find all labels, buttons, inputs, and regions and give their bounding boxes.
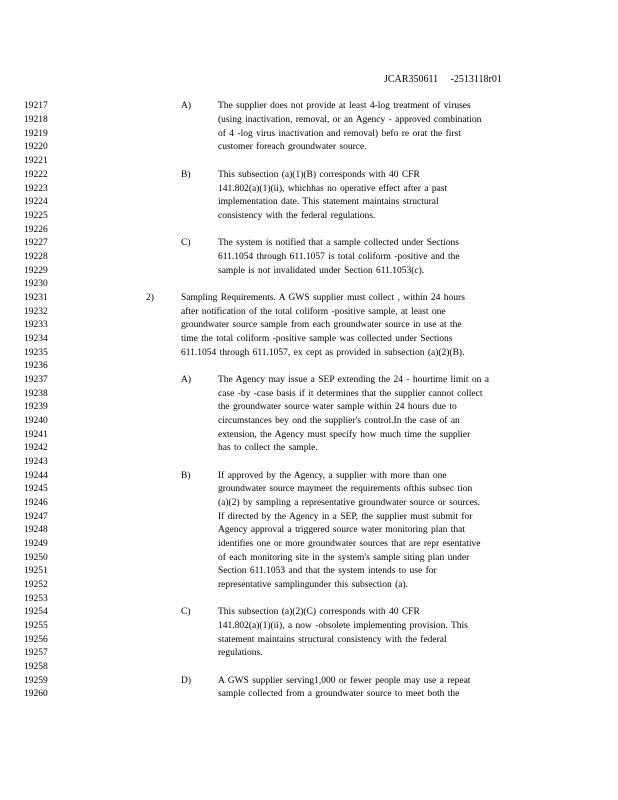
item-marker: 2) — [146, 293, 154, 303]
item-marker: C) — [181, 607, 191, 617]
text-line: This subsection (a)(2)(C) corresponds with 40 CFR — [218, 607, 420, 617]
line-number: 19229 — [24, 266, 48, 276]
line-number: 19218 — [24, 115, 48, 125]
line-number: 19257 — [24, 648, 48, 658]
text-line: groundwater source sample from each groundwater source in use at the — [181, 320, 462, 330]
item-marker: B) — [181, 170, 191, 180]
line-number: 19224 — [24, 197, 48, 207]
line-number: 19220 — [24, 142, 48, 152]
text-line: 141.802(a)(1)(ii), whichhas no operative effect after a past — [218, 184, 448, 194]
text-line: The supplier does not provide at least 4-log treatment of viruses — [218, 101, 471, 111]
text-line: extension, the Agency must specify how much time the supplier — [218, 430, 471, 440]
line-number: 19235 — [24, 348, 48, 358]
line-number: 19239 — [24, 402, 48, 412]
line-number: 19236 — [24, 361, 48, 371]
line-number: 19250 — [24, 553, 48, 563]
text-line: 611.1054 through 611.1057, ex cept as provided in subsection (a)(2)(B). — [181, 348, 465, 358]
line-number: 19258 — [24, 662, 48, 672]
line-number: 19237 — [24, 375, 48, 385]
line-number: 19248 — [24, 525, 48, 535]
line-number: 19240 — [24, 416, 48, 426]
text-line: of 4 -log virus inactivation and removal) befo re orat the first — [218, 129, 461, 139]
item-marker: A) — [181, 375, 192, 385]
text-line: 141.802(a)(1)(ii), a now -obsolete implementing provision. This — [218, 621, 468, 631]
line-number: 19259 — [24, 676, 48, 686]
text-line: implementation date. This statement maintains structural — [218, 197, 439, 207]
text-line: Section 611.1053 and that the system intends to use for — [218, 566, 437, 576]
item-marker: A) — [181, 101, 192, 111]
text-line: after notification of the total coliform -positive sample, at least one — [181, 307, 446, 317]
text-line: case -by -case basis if it determines that the supplier cannot collect — [218, 389, 483, 399]
line-number: 19260 — [24, 689, 48, 699]
line-number: 19256 — [24, 635, 48, 645]
text-line: statement maintains structural consistency with the federal — [218, 635, 447, 645]
line-number: 19228 — [24, 252, 48, 262]
line-number: 19238 — [24, 389, 48, 399]
text-line: If approved by the Agency, a supplier with more than one — [218, 471, 447, 481]
line-number: 19244 — [24, 471, 48, 481]
text-line: customer foreach groundwater source. — [218, 142, 367, 152]
line-number: 19246 — [24, 498, 48, 508]
line-number: 19231 — [24, 293, 48, 303]
line-number: 19242 — [24, 443, 48, 453]
line-number: 19249 — [24, 539, 48, 549]
line-number: 19226 — [24, 225, 48, 235]
text-line: identifies one or more groundwater sources that are repr esentative — [218, 539, 481, 549]
line-number: 19219 — [24, 129, 48, 139]
line-number: 19247 — [24, 512, 48, 522]
line-number: 19241 — [24, 430, 48, 440]
line-number: 19254 — [24, 607, 48, 617]
text-line: sample collected from a groundwater source to meet both the — [218, 689, 460, 699]
text-line: If directed by the Agency in a SEP, the supplier must submit for — [218, 512, 473, 522]
text-line: The system is notified that a sample collected under Sections — [218, 238, 459, 248]
document-revision: -2513118r01 — [450, 74, 502, 85]
text-line: representative samplingunder this subsection (a). — [218, 580, 408, 590]
document-header — [384, 74, 502, 85]
text-line: sample is not invalidated under Section 611.1053(c). — [218, 266, 425, 276]
text-line: the groundwater source water sample within 24 hours due to — [218, 402, 457, 412]
text-line: regulations. — [218, 648, 263, 658]
text-line: consistency with the federal regulations. — [218, 211, 376, 221]
text-line: This subsection (a)(1)(B) corresponds with 40 CFR — [218, 170, 420, 180]
line-number: 19221 — [24, 156, 48, 166]
text-line: has to collect the sample. — [218, 443, 318, 453]
line-number: 19255 — [24, 621, 48, 631]
line-number: 19227 — [24, 238, 48, 248]
line-number: 19222 — [24, 170, 48, 180]
text-line: A GWS supplier serving1,000 or fewer people may use a repeat — [218, 676, 471, 686]
item-marker: B) — [181, 471, 191, 481]
text-line: 611.1054 through 611.1057 is total coliform -positive and the — [218, 252, 460, 262]
item-marker: D) — [181, 676, 192, 686]
document-id: JCAR350611 — [384, 74, 439, 85]
line-number: 19223 — [24, 184, 48, 194]
text-line: time the total coliform -positive sample was collected under Sections — [181, 334, 453, 344]
text-line: (a)(2) by sampling a representative groundwater source or sources. — [218, 498, 481, 508]
text-line: Sampling Requirements. A GWS supplier must collect , within 24 hours — [181, 293, 465, 303]
line-number: 19253 — [24, 594, 48, 604]
text-line: The Agency may issue a SEP extending the 24 - hourtime limit on a — [218, 375, 489, 385]
line-number: 19251 — [24, 566, 48, 576]
line-number: 19217 — [24, 101, 48, 111]
line-number: 19225 — [24, 211, 48, 221]
text-line: circumstances bey ond the supplier's control.In the case of an — [218, 416, 460, 426]
text-line: Agency approval a triggered source water monitoring plan that — [218, 525, 465, 535]
line-number: 19230 — [24, 279, 48, 289]
line-number: 19252 — [24, 580, 48, 590]
line-number: 19233 — [24, 320, 48, 330]
item-marker: C) — [181, 238, 191, 248]
line-number: 19234 — [24, 334, 48, 344]
line-number: 19245 — [24, 484, 48, 494]
line-number: 19243 — [24, 457, 48, 467]
text-line: groundwater source maymeet the requirements ofthis subsec tion — [218, 484, 473, 494]
line-number: 19232 — [24, 307, 48, 317]
text-line: (using inactivation, removal, or an Agency - approved combination — [218, 115, 482, 125]
text-line: of each monitoring site in the system's sample siting plan under — [218, 553, 470, 563]
